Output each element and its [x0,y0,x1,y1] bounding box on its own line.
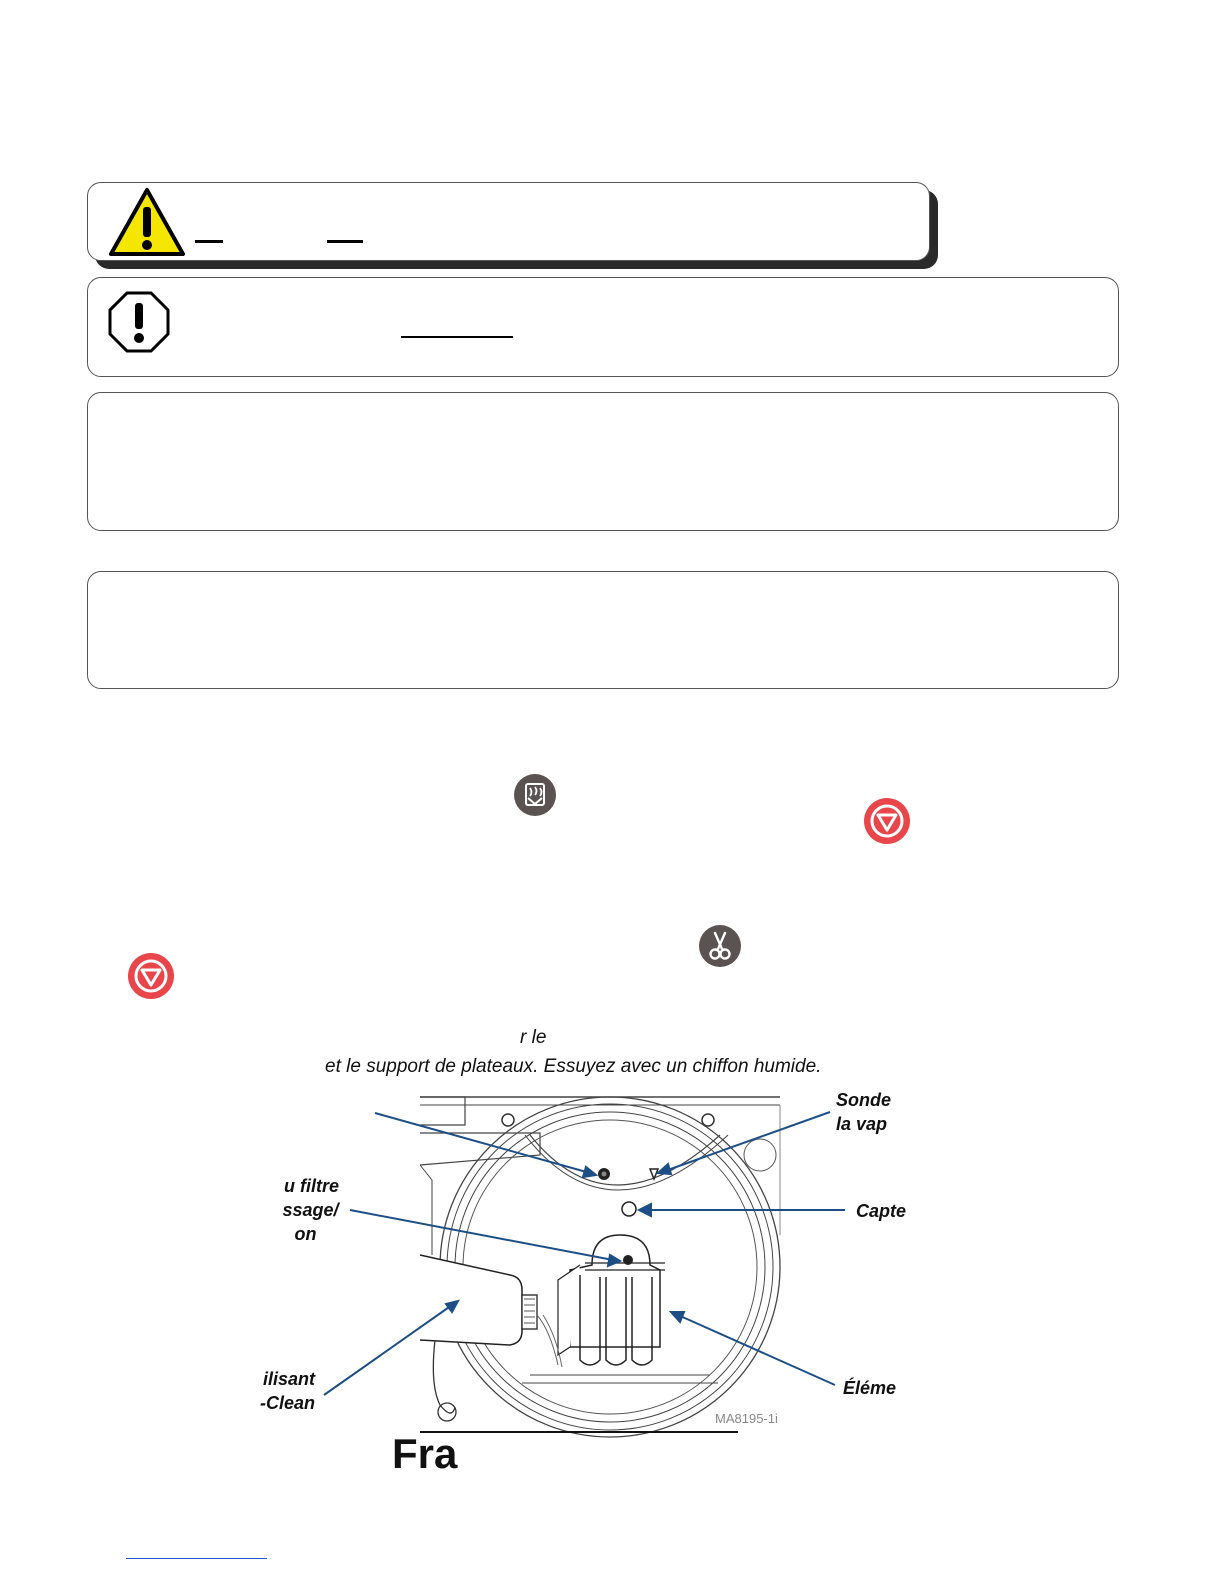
figure-id: MA8195-1i [715,1411,778,1426]
info-box-1 [87,392,1119,531]
warning-box [87,182,930,261]
warning-title-underline-1 [195,240,223,243]
callout-nettoyant: ilisant -Clean [260,1369,316,1413]
caution-underline [401,336,513,338]
caution-box [87,277,1119,377]
callout-capteur: Capte [856,1201,907,1221]
octagon-exclamation-icon [108,291,170,353]
language-footer: Fra [392,1430,458,1477]
callout-sonde: Sonde la vap [836,1090,892,1134]
warning-triangle-icon [108,187,186,257]
scissors-hand-icon [699,925,741,967]
stop-down-arrow-icon [128,953,174,999]
callout-filtre: u filtre ssage/ on [282,1176,340,1244]
figure-caption-line-2: et le support de plateaux. Essuyez avec un chiffon humide. [325,1056,822,1077]
steam-clean-icon [514,774,556,816]
callout-element: Éléme [843,1378,897,1398]
steamer-cavity-illustration [240,1085,1040,1445]
warning-title-underline-2 [327,240,363,243]
footer-link-underline[interactable] [126,1558,267,1559]
info-box-2 [87,571,1119,689]
figure-caption-line-1: r le [520,1027,547,1048]
stop-down-arrow-icon [864,798,910,844]
